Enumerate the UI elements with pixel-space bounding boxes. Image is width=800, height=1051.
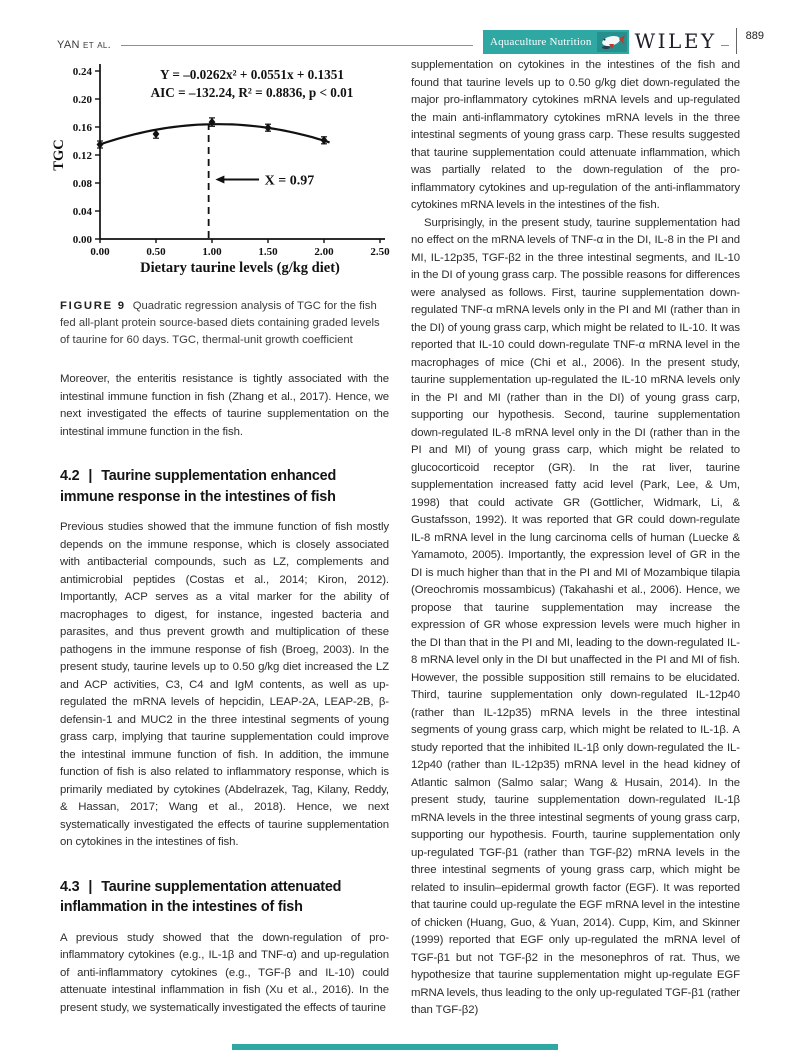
svg-text:0.24: 0.24 — [72, 65, 92, 78]
svg-text:0.00: 0.00 — [72, 233, 92, 246]
paragraph: Surprisingly, in the present study, taurine supplementation had no effect on the mRNA levels of TNF-α in the DI, IL-8 in the PI and MI, IL-12p35, TGF-β2 in the three intestinal segments, and IL-10 in the DI of young grass carp. The possible reasons for differences were analysed as follows. First, taurine supplementation down-regulated TNF-α mRNA levels only in the PI and MI (rather than in the DI) of young grass carp, which might be related to IL-10. It was reported that IL-10 could down-regulate TNF-α mRNA level in the macrophages of mice (Chi et al., 2006). In the present study, taurine supplementation up-regulated the IL-10 mRNA levels only in the PI and MI (rather than in the DI) of young grass carp, supporting our hypothesis. Second, taurine supplementation down-regulated IL-8 mRNA level only in the DI (rather than in the PI and MI) of young grass carp, which might be related to glucocorticoid receptor (GR). In the rat liver, taurine supplementation increased fatty acid level (Park, Lee, & Um, 1998) that could activate GR (Gottlicher, Widmark, Li, & Gustafsson, 1992). It was reported that GR could down-regulate IL-8 mRNA level in the lung carcinoma cells of human (Luecke & Yamamoto, 2005). Importantly, the expression level of GR in the DI is much higher than that in the PI and MI of Mozambique tilapia (Oreochromis mossambicus) (Takahashi et al., 2006). Hence, we propose that taurine supplementation may increase the expression of GR whose expression levels were much higher in the DI than that in the PI and MI, leading to the down-regulated IL-8 mRNA level only in the DI but unaffected in the PI and MI of fish. However, the possible supposition still remains to be elucidated. Third, taurine supplementation only down-regulated IL-12p40 (rather than IL-12p35) mRNA levels in the three intestinal segments of young grass carp, which might be related to IL-1β. A study reported that the inhibited IL-1β only down-regulated the IL-12p40 (rather than IL-12p35) mRNA level in the head kidney of Atlantic salmon (Salmo salar; Wang & Husain, 2014). In the present study, taurine supplementation down-regulated IL-1β mRNA levels in the three intestinal segments of young grass carp, supporting our hypothesis. Fourth, taurine supplementation only up-regulated TGF-β1 (rather than TGF-β2) mRNA levels in the three intestinal segments of young grass carp, which might be related to insulin–epidermal growth factor (EGF). It was reported that taurine could up-regulate the EGF mRNA level in the intestine of chicken (Huang, Guo, & Yuan, 2014). Cupp, Kim, and Skinner (1999) reported that EGF only up-regulated the mRNA level of TGF-β1 but not TGF-β2 in the mesonephros of rat. Thus, we hypothesize that taurine supplementation might up-regulate EGF mRNA levels, thus leading to the only up-regulated TGF-β1 (rather than TGF-β2) — [411, 216, 740, 1016]
right-column — [411, 57, 740, 1020]
paragraph: A previous study showed that the down-regulation of pro-inflammatory cytokines (e.g., IL-1β and TNF-α) and up-regulation of anti-inflammatory cytokines (e.g., TGF-β and IL-10) could attenuate intestinal inflammation in fish (Xu et al., 2016). In the present study, we systematically investigated the effects of taurine — [60, 931, 389, 1014]
header-rule — [121, 45, 473, 46]
content-columns — [51, 57, 740, 1020]
figure-caption-label: FIGURE 9 — [60, 300, 126, 312]
section-title: Taurine supplementation attenuated inflammation in the intestines of fish — [60, 878, 342, 916]
svg-text:1.50: 1.50 — [258, 246, 278, 258]
figure-caption — [60, 298, 389, 348]
section-number: 4.3 — [60, 878, 80, 895]
left-column — [51, 57, 390, 1020]
section-divider: | — [88, 468, 93, 485]
paragraph: Moreover, the enteritis resistance is tightly associated with the intestinal immune function in fish (Zhang et al., 2017). Hence, we next investigated the effects of taurine supplementation on the intestinal immune function in the fish. — [60, 373, 389, 438]
svg-text:AIC = –132.24, R² = 0.8836, p: AIC = –132.24, R² = 0.8836, p < 0.01 — [150, 85, 354, 100]
page-number: 889 — [745, 30, 764, 42]
svg-text:X = 0.97: X = 0.97 — [264, 173, 315, 189]
svg-text:1.00: 1.00 — [202, 246, 222, 258]
svg-text:Y = –0.0262x² + 0.0551x + 0.13: Y = –0.0262x² + 0.0551x + 0.1351 — [160, 67, 344, 82]
svg-text:0.12: 0.12 — [72, 149, 92, 162]
journal-name: Aquaculture Nutrition — [489, 36, 592, 48]
section-heading-4-3 — [60, 877, 389, 918]
figure-caption-text: Quadratic regression analysis of TGC for the fish fed all-plant protein source-based diets containing graded levels of taurine for 60 days. TGC, thermal-unit growth coefficient — [60, 300, 380, 346]
svg-text:0.50: 0.50 — [146, 246, 166, 258]
svg-text:0.08: 0.08 — [72, 177, 92, 190]
section-title: Taurine supplementation enhanced immune response in the intestines of fish — [60, 468, 337, 505]
publisher-logo: WILEY — [634, 29, 717, 53]
paragraph: supplementation on cytokines in the intestines of the fish and found that taurine levels up to 0.50 g/kg diet down-regulated the major pro-inflammatory cytokines mRNA levels and up-regulated the main anti-inflammatory cytokines mRNA levels in the three intestinal segments of young grass carp. These results suggested that taurine supplementation could attenuate inflammation, which was partially related to the down-regulation of the pro-inflammatory cytokines and up-regulation of the anti-inflammatory cytokines mRNA levels in the intestines of the fish. — [411, 59, 740, 211]
page-number-divider — [736, 28, 737, 54]
svg-text:0.00: 0.00 — [90, 246, 110, 258]
tgc-chart — [48, 57, 393, 289]
journal-badge — [483, 30, 629, 54]
svg-text:Dietary taurine levels (g/kg d: Dietary taurine levels (g/kg diet) — [140, 260, 340, 276]
journal-fish-icon — [597, 32, 627, 52]
figure-9 — [48, 57, 389, 294]
svg-text:0.16: 0.16 — [72, 121, 92, 134]
section-number: 4.2 — [60, 468, 80, 485]
svg-text:2.50: 2.50 — [370, 246, 390, 258]
section-divider: | — [88, 878, 93, 895]
svg-text:2.00: 2.00 — [314, 246, 334, 258]
running-head: YAN et al. — [57, 39, 111, 51]
svg-text:0.20: 0.20 — [72, 93, 92, 106]
paragraph: Previous studies showed that the immune function of fish mostly depends on the immune response, which is closely associated with antibacterial compounds, such as LZ, complements and antimicrobial peptides (Costas et al., 2014; Kiron, 2012). Importantly, ACP serves as a vital marker for the ability of macrophages to digest, for instance, ingested bacteria and parasites, and thus prevent growth and multiplication of these pathogens in the immune response of fish (Broeg, 2003). In the present study, taurine levels up to 0.50 g/kg diet increased the LZ and ACP activities, C3, C4 and IgM contents, as well as up-regulated the mRNA levels of hepcidin, LEAP-2A, LEAP-2B, β-defensin-1 and MUC2 in the three intestinal segments of young grass carp, implying that taurine supplementation could improve the intestinal immune function of fish. In addition, the immune function of fish is also related to inflammatory response, which is primarily mediated by cytokines (Abdelrazek, Tag, Kilany, Reddy, & Hassan, 2017; Wang et al., 2018). Hence, we next systematically investigated the effects of taurine supplementation on cytokines in the intestines of fish. — [60, 521, 389, 849]
header-rule-right — [721, 45, 729, 46]
footer-bar — [232, 1044, 558, 1050]
section-heading-4-2 — [60, 466, 389, 507]
page-header — [57, 20, 764, 54]
svg-text:0.04: 0.04 — [72, 205, 92, 218]
svg-text:TGC: TGC — [51, 139, 67, 171]
